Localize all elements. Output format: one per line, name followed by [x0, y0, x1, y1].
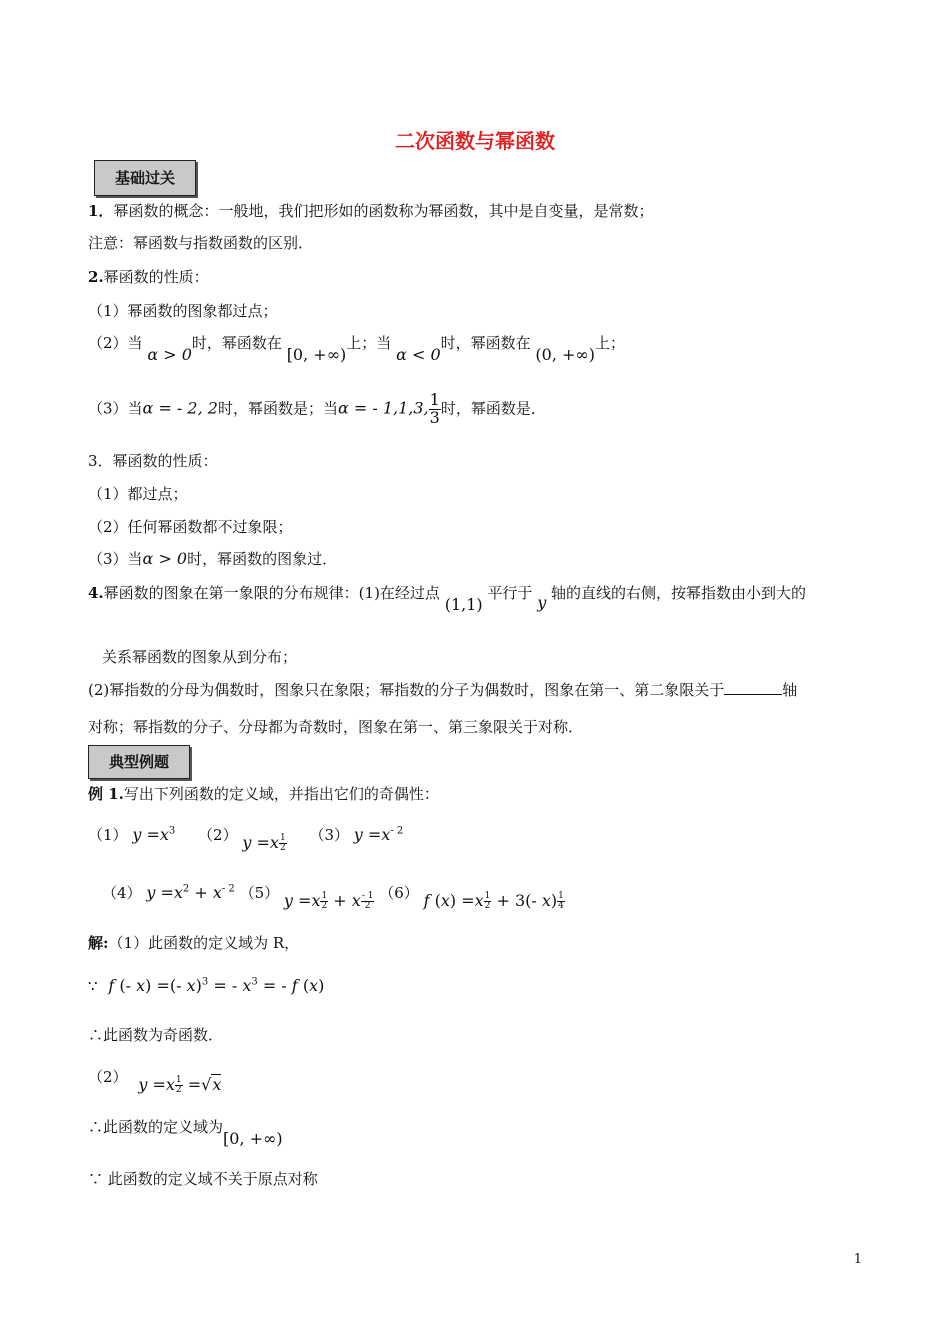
point-math: (1,1) — [444, 595, 483, 614]
solution-symmetry-text: 此函数的定义域不关于原点对称 — [107, 1170, 318, 1188]
example-1-label: 例 1. — [88, 785, 124, 803]
page-number: 1 — [853, 1252, 862, 1267]
therefore-symbol: ∴ — [88, 1026, 104, 1044]
para-1-text: 幂函数的概念：一般地，我们把形如的函数称为幂函数，其中是自变量，是常数； — [113, 202, 654, 220]
therefore-symbol-2: ∴ — [88, 1118, 104, 1136]
p4-a: 幂函数的图象在第一象限的分布规律：(1)在经过点 — [103, 584, 440, 602]
p2-2c: 上；当 — [346, 334, 392, 352]
solution-symmetry — [88, 1168, 318, 1189]
domain-interval-math: [0, +∞) — [223, 1129, 283, 1148]
solution-2-math: y =x $\frac{1}{2}$ =√x — [138, 1075, 222, 1095]
p2-2a: （2）当 — [88, 334, 143, 352]
fill-blank — [724, 680, 782, 695]
solution-2 — [88, 1066, 222, 1095]
solution-odd — [88, 1024, 223, 1045]
solution-2-label: （2） — [88, 1068, 128, 1086]
item-2-math: y =x $\frac{1}{2}$ — [242, 833, 286, 853]
p2-3c: 时，幂函数是． — [440, 399, 546, 418]
odd-check-math: f (- x) =(- x)$^3$ = - $x^3$ = - f (x) — [108, 976, 325, 995]
alpha-gt0-math: α > 0 — [147, 345, 192, 364]
p3-3a: （3）当 — [88, 550, 143, 568]
alpha-eq2-math: α = - 1,1,3, — [337, 398, 429, 418]
one-third-fraction — [429, 392, 441, 427]
example-row-1 — [88, 824, 404, 853]
para-3-3 — [88, 548, 337, 569]
solution-domain-text: 此函数的定义域为 — [103, 1118, 224, 1136]
item-5-math: y =x $\frac{1}{2}$ + x $\frac{- 1}{2}$ — [283, 891, 374, 911]
p2-3a: （3）当 — [88, 399, 143, 418]
example-1-text: 写出下列函数的定义域，并指出它们的奇偶性： — [123, 785, 439, 803]
solution-1 — [88, 932, 299, 953]
solution-domain — [88, 1116, 283, 1148]
frac-den: 3 — [429, 407, 440, 427]
p4-e1: (2)幂指数的分母为偶数时，图象只在象限；幂指数的分子为偶数时，图象在第一、第二象限关于 — [88, 681, 725, 699]
alpha-lt0-math: α < 0 — [396, 345, 441, 364]
item-2-exp-den: 2 — [279, 843, 286, 853]
interval-closed-math: [0, +∞) — [286, 345, 347, 364]
item-6-math: f (x) =x $\frac{1}{2}$ + 3(- x) $\frac{1}{4}$ — [423, 891, 564, 911]
item-6-exp-den: 4 — [558, 901, 564, 911]
p2-3b: 时，幂函数是；当 — [217, 399, 338, 418]
para-4-2 — [88, 679, 797, 700]
para-2-num: 2. — [88, 268, 104, 286]
p3-3b: 时，幂函数的图象过． — [187, 550, 338, 568]
para-4 — [88, 582, 807, 614]
p2-2b: 时，幂函数在 — [191, 334, 282, 352]
example-row-2 — [102, 882, 565, 911]
para-3-2: （2）任何幂函数都不过象限； — [88, 518, 293, 536]
p2-2d: 时，幂函数在 — [440, 334, 531, 352]
because-symbol: ∵ — [88, 977, 98, 995]
para-2-1: （1）幂函数的图象都过点； — [88, 302, 278, 320]
para-4-cont: 关系幂函数的图象从到分布； — [102, 648, 298, 666]
solution-1-text: （1）此函数的定义域为 R， — [108, 934, 300, 952]
frac-num: 1 — [429, 390, 440, 409]
item-2-exp-num: 1 — [279, 833, 286, 843]
section-basic: 基础过关 — [94, 160, 196, 196]
item-4-math: $y =x^2 + x^{- 2}$ — [146, 883, 235, 902]
p4-e2: 轴 — [782, 681, 798, 699]
para-3-1: （1）都过点； — [88, 485, 188, 503]
p4-b: 平行于 — [487, 584, 533, 602]
para-1 — [88, 200, 653, 221]
para-3 — [88, 450, 218, 471]
para-1-note: 注意：幂函数与指数函数的区别． — [88, 234, 314, 252]
para-1-num: 1． — [88, 202, 114, 220]
para-3-text: 幂函数的性质： — [112, 452, 218, 470]
para-2-text: 幂函数的性质： — [103, 268, 209, 286]
alpha-eq1-math: α = - 2, 2 — [142, 398, 218, 418]
p4-c: 轴的直线的右侧，按幂指数由小到大的 — [551, 584, 807, 602]
para-2 — [88, 266, 209, 287]
solution-eq-1 — [88, 976, 324, 995]
page-title: 二次函数与幂函数 — [395, 129, 555, 153]
item-6-label: （6） — [379, 884, 419, 902]
item-1-math: $y =x^3$ — [132, 825, 176, 844]
because-symbol-2: ∵ — [88, 1170, 104, 1188]
item-4-label: （4） — [102, 884, 142, 902]
example-1 — [88, 783, 439, 804]
para-2-3 — [88, 392, 546, 427]
section-examples: 典型例题 — [88, 745, 190, 779]
solution-label: 解: — [88, 934, 109, 952]
alpha-gt0-math-2: α > 0 — [142, 549, 188, 568]
p2-2e: 上； — [595, 334, 626, 352]
para-2-2 — [88, 332, 626, 364]
para-4-3: 对称；幂指数的分子、分母都为奇数时，图象在第一、第三象限关于对称． — [88, 718, 584, 736]
para-4-num: 4. — [88, 584, 104, 602]
solution-odd-text: 此函数为奇函数． — [103, 1026, 224, 1044]
y-var-math: y — [537, 593, 547, 612]
item-3-label: （3） — [309, 826, 349, 844]
interval-open-math: (0, +∞) — [535, 345, 595, 364]
item-3-math: $y =x^{- 2}$ — [353, 825, 404, 844]
para-3-num: 3． — [88, 452, 113, 470]
item-5-label: （5） — [239, 884, 280, 902]
item-2-label: （2） — [198, 826, 238, 844]
item-1-label: （1） — [88, 826, 128, 844]
